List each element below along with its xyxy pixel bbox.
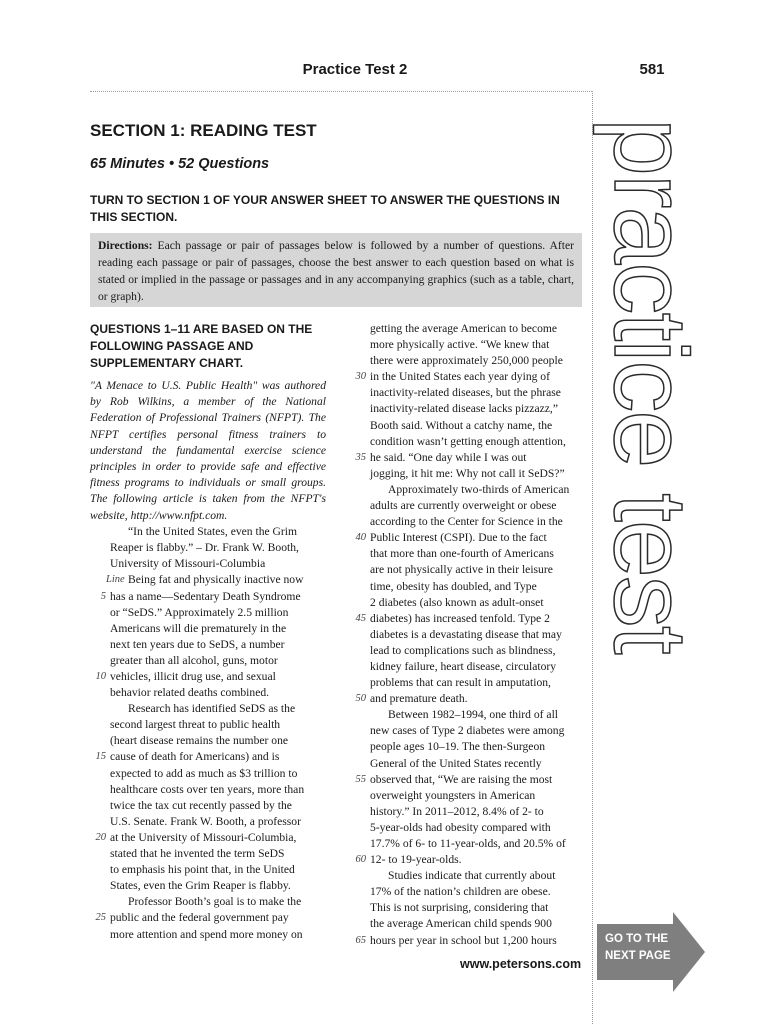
line-text: Booth said. Without a catchy name, the xyxy=(370,418,553,432)
line-number: 15 xyxy=(95,751,106,763)
passage-line xyxy=(90,685,326,701)
passage-line xyxy=(370,884,586,900)
line-text: are not physically active in their leisure xyxy=(370,563,553,577)
passage-line xyxy=(370,916,586,932)
passage-line xyxy=(370,820,586,836)
line-text: problems that can result in amputation, xyxy=(370,676,551,690)
line-number: 35 xyxy=(355,451,366,463)
passage-line xyxy=(370,579,586,595)
passage-line xyxy=(370,756,586,772)
line-text: overweight youngsters in American xyxy=(370,788,536,802)
line-number: 55 xyxy=(355,773,366,785)
epigraph-line: University of Missouri-Columbia xyxy=(110,557,266,571)
line-text: Approximately two-thirds of American xyxy=(388,482,570,496)
line-text: diabetes) has increased tenfold. Type 2 xyxy=(370,611,550,625)
passage-line xyxy=(90,637,326,653)
line-text: at the University of Missouri-Columbia, xyxy=(110,830,297,844)
line-number: 30 xyxy=(355,371,366,383)
line-text: Being fat and physically inactive now xyxy=(128,573,304,587)
directions-box xyxy=(90,233,582,307)
passage-line xyxy=(370,418,586,434)
line-text: lead to complications such as blindness, xyxy=(370,643,556,657)
passage-line xyxy=(90,701,326,717)
line-text: 2 diabetes (also known as adult-onset xyxy=(370,595,544,609)
line-text: time, obesity has doubled, and Type xyxy=(370,579,537,593)
passage-line xyxy=(370,788,586,804)
section-subtitle: 65 Minutes • 52 Questions xyxy=(90,156,270,172)
passage-line xyxy=(355,691,586,707)
passage-line xyxy=(90,782,326,798)
passage-line xyxy=(370,401,586,417)
header-divider xyxy=(90,91,592,92)
line-text: This is not surprising, considering that xyxy=(370,901,549,915)
line-text: kidney failure, heart disease, circulatory xyxy=(370,659,557,673)
right-column xyxy=(355,321,586,949)
line-text: new cases of Type 2 diabetes were among xyxy=(370,724,565,738)
line-text: or “SeDS.” Approximately 2.5 million xyxy=(110,605,289,619)
line-text: Between 1982–1994, one third of all xyxy=(388,708,559,722)
passage-line xyxy=(370,723,586,739)
passage-line xyxy=(370,707,586,723)
passage-line xyxy=(355,772,586,788)
epigraph-line: “In the United States, even the Grim xyxy=(128,524,298,538)
epigraph xyxy=(90,524,326,573)
line-text: jogging, it hit me: Why not call it SeDS?” xyxy=(370,466,565,480)
passage-line xyxy=(370,434,586,450)
line-text: has a name—Sedentary Death Syndrome xyxy=(110,589,301,603)
line-text: in the United States each year dying of xyxy=(370,370,550,384)
passage-line xyxy=(370,498,586,514)
line-number: 45 xyxy=(355,612,366,624)
passage-line xyxy=(90,589,326,605)
passage-line xyxy=(355,852,586,868)
passage-line xyxy=(90,766,326,782)
line-text: more attention and spend more money on xyxy=(110,927,303,941)
passage-line xyxy=(370,675,586,691)
passage-line xyxy=(370,321,586,337)
line-number: 25 xyxy=(95,912,106,924)
page-number: 581 xyxy=(639,61,665,78)
footer-url: www.petersons.com xyxy=(460,957,582,971)
line-text: General of the United States recently xyxy=(370,756,542,770)
line-text: adults are currently overweight or obese xyxy=(370,499,557,513)
passage-line xyxy=(90,733,326,749)
passage-line xyxy=(370,514,586,530)
line-text: States, even the Grim Reaper is flabby. xyxy=(110,879,291,893)
line-text: inactivity-related disease lacks pizzazz,” xyxy=(370,402,558,416)
passage-line xyxy=(370,868,586,884)
passage-line xyxy=(90,717,326,733)
passage-line xyxy=(370,627,586,643)
line-text: healthcare costs over ten years, more than xyxy=(110,782,305,796)
line-number: 5 xyxy=(100,590,106,602)
line-text: Studies indicate that currently about xyxy=(388,869,556,883)
section-instruction: TURN TO SECTION 1 OF YOUR ANSWER SHEET TO ANSWER THE QUESTIONS IN THIS SECTION. xyxy=(90,193,560,224)
directions-label: Directions: xyxy=(98,239,153,252)
next-page-button[interactable] xyxy=(597,912,705,992)
next-page-line-1: GO TO THE xyxy=(605,933,669,945)
line-text: behavior related deaths combined. xyxy=(110,686,270,700)
line-text: twice the tax cut recently passed by the xyxy=(110,798,292,812)
page-header-title: Practice Test 2 xyxy=(302,61,408,78)
passage-line xyxy=(90,927,326,943)
directions-text: Each passage or pair of passages below is followed by a number of questions. After reading each passage or pair of passages, choose the best answer to each question based on what is stated or implied in the passage or passages and in any accompanying graphics (such as a table, chart, or graph). xyxy=(98,239,574,303)
passage-line xyxy=(90,572,326,588)
line-text: public and the federal government pay xyxy=(110,911,289,925)
passage-line xyxy=(90,605,326,621)
line-text: second largest threat to public health xyxy=(110,718,281,732)
line-text: people ages 10–19. The then-Surgeon xyxy=(370,740,546,754)
passage-line xyxy=(370,546,586,562)
line-text: observed that, “We are raising the most xyxy=(370,772,553,786)
line-number: 40 xyxy=(355,532,366,544)
line-number: 20 xyxy=(95,831,106,843)
line-text: hours per year in school but 1,200 hours xyxy=(370,933,557,947)
line-text: he said. “One day while I was out xyxy=(370,450,527,464)
line-text: stated that he invented the term SeDS xyxy=(110,847,285,861)
passage-line xyxy=(90,798,326,814)
line-text: to emphasis his point that, in the United xyxy=(110,863,295,877)
passage-line xyxy=(370,643,586,659)
passage-line xyxy=(370,353,586,369)
passage-line xyxy=(370,337,586,353)
passage-line xyxy=(370,900,586,916)
passage-line xyxy=(90,846,326,862)
passage-line xyxy=(90,894,326,910)
line-text: 17% of the nation’s children are obese. xyxy=(370,885,551,899)
passage-line xyxy=(90,621,326,637)
line-number: 10 xyxy=(95,671,106,682)
line-text: Professor Booth’s goal is to make the xyxy=(128,895,302,909)
line-text: there were approximately 250,000 people xyxy=(370,354,563,368)
line-number: 50 xyxy=(355,693,366,705)
passage-line xyxy=(90,878,326,894)
line-text: that more than one-fourth of Americans xyxy=(370,547,554,561)
passage-line xyxy=(355,530,586,546)
passage-intro: "A Menace to U.S. Public Health" was authored by Rob Wilkins, a member of the National Federation of Professional Trainers (NFPT). The NFPT certifies personal fitness trainers to understand the fundamental exercise science principles in order to provide safe and effective fitness programs to individuals or small groups. The following article is taken from the NFPT's website, http://www.nfpt.com. xyxy=(90,379,326,522)
line-text: diabetes is a devastating disease that may xyxy=(370,627,562,641)
passage-line xyxy=(370,482,586,498)
passage-line xyxy=(90,669,326,685)
passage-line xyxy=(370,804,586,820)
line-text: the average American child spends 900 xyxy=(370,917,552,931)
passage-line xyxy=(90,830,326,846)
line-number: Line xyxy=(106,574,125,586)
line-text: and premature death. xyxy=(370,692,468,706)
side-title: practice test xyxy=(592,118,708,653)
line-text: expected to add as much as $3 trillion to xyxy=(110,766,298,780)
line-text: Research has identified SeDS as the xyxy=(128,702,296,716)
questions-header: QUESTIONS 1–11 ARE BASED ON THE FOLLOWING PASSAGE AND SUPPLEMENTARY CHART. xyxy=(90,322,313,370)
passage-line xyxy=(90,749,326,765)
left-column xyxy=(90,321,326,943)
line-text: 5-year-olds had obesity compared with xyxy=(370,820,551,834)
passage-lines-right xyxy=(355,321,586,949)
line-text: vehicles, illicit drug use, and sexual xyxy=(110,670,276,683)
line-text: U.S. Senate. Frank W. Booth, a professor xyxy=(110,814,301,828)
line-text: according to the Center for Science in the xyxy=(370,515,563,529)
passage-line xyxy=(370,466,586,482)
line-text: cause of death for Americans) and is xyxy=(110,750,280,764)
line-text: condition wasn’t getting enough attention, xyxy=(370,434,566,448)
line-text: 17.7% of 6- to 11-year-olds, and 20.5% of xyxy=(370,837,566,850)
next-page-line-2: NEXT PAGE xyxy=(605,950,671,962)
line-text: next ten years due to SeDS, a number xyxy=(110,637,285,651)
line-text: more physically active. “We knew that xyxy=(370,338,550,352)
section-title: SECTION 1: READING TEST xyxy=(90,121,317,140)
passage-line xyxy=(370,385,586,401)
passage-line xyxy=(90,814,326,830)
line-text: 12- to 19-year-olds. xyxy=(370,853,462,867)
passage-line xyxy=(370,595,586,611)
passage-line xyxy=(355,611,586,627)
line-text: Public Interest (CSPI). Due to the fact xyxy=(370,531,547,545)
line-number: 60 xyxy=(355,854,366,866)
line-text: greater than all alcohol, guns, motor xyxy=(110,653,278,667)
next-page-label xyxy=(605,931,685,965)
passage-line xyxy=(370,836,586,852)
line-text: Americans will die prematurely in the xyxy=(110,621,287,635)
line-text: inactivity-related diseases, but the phrase xyxy=(370,386,561,400)
passage-line xyxy=(90,862,326,878)
passage-line xyxy=(355,369,586,385)
line-text: getting the average American to become xyxy=(370,322,558,335)
line-text: history.” In 2011–2012, 8.4% of 2- to xyxy=(370,804,544,818)
passage-line xyxy=(90,910,326,926)
passage-line xyxy=(355,933,586,949)
line-number: 65 xyxy=(355,934,366,946)
passage-line xyxy=(370,562,586,578)
line-text: (heart disease remains the number one xyxy=(110,734,289,748)
passage-lines-left xyxy=(90,572,326,942)
passage-line xyxy=(370,739,586,755)
epigraph-line: Reaper is flabby.” – Dr. Frank W. Booth, xyxy=(110,541,299,555)
passage-line xyxy=(90,653,326,669)
passage-line xyxy=(355,450,586,466)
passage-line xyxy=(370,659,586,675)
